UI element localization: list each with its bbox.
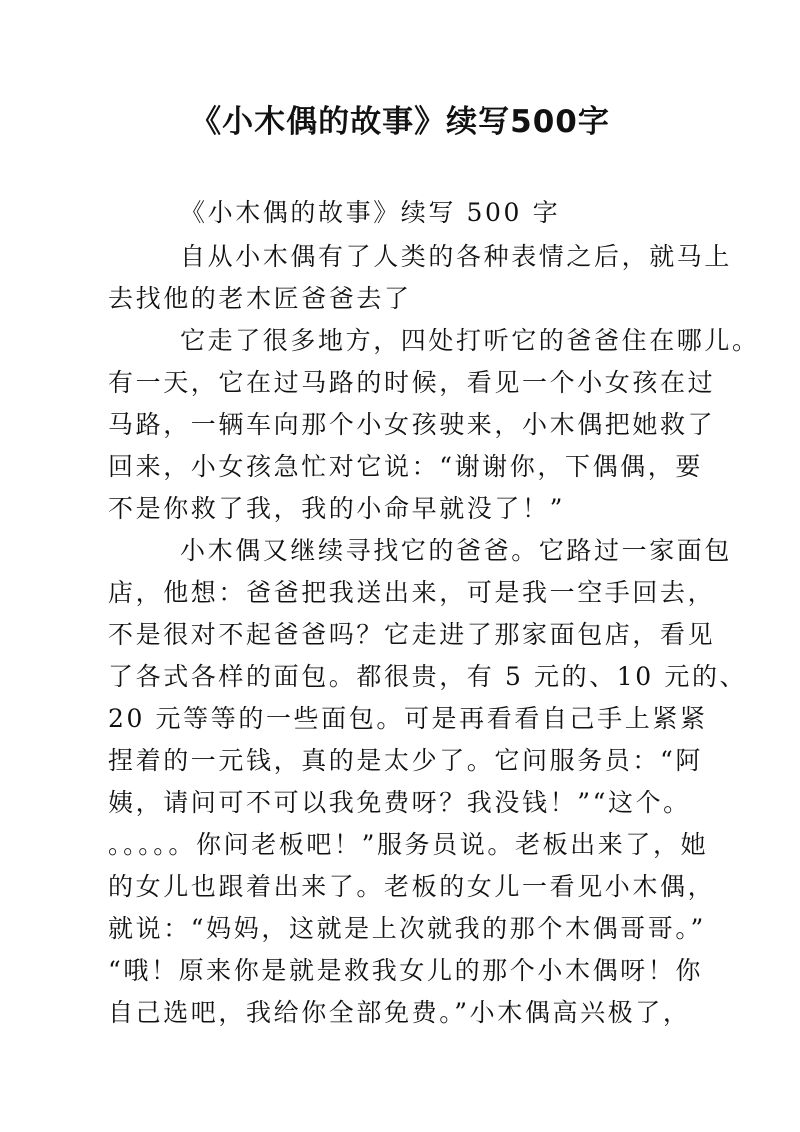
document-subtitle: 《小木偶的故事》续写 500 字: [180, 198, 561, 227]
text-line: 的女儿也跟着出来了。老板的女儿一看见小木偶，: [108, 872, 716, 901]
text-line: 了各式各样的面包。都很贵，有 5 元的、10 元的、: [108, 662, 748, 691]
document-title: 《小木偶的故事》续写500字: [190, 104, 610, 140]
text-line: 20 元等等的一些面包。可是再看看自己手上紧紧: [108, 704, 708, 733]
text-line: 。。。。。你问老板吧！”服务员说。老板出来了，她: [108, 830, 709, 859]
text-line: 捏着的一元钱，真的是太少了。它问服务员：“阿: [108, 746, 703, 775]
text-line: 马路，一辆车向那个小女孩驶来，小木偶把她救了: [108, 410, 716, 439]
text-line: 它走了很多地方，四处打听它的爸爸住在哪儿。: [180, 326, 760, 355]
text-line: 小木偶又继续寻找它的爸爸。它路过一家面包: [180, 536, 733, 565]
text-line: 自己选吧，我给你全部免费。”小木偶高兴极了，: [108, 998, 691, 1027]
text-line: 就说：“妈妈，这就是上次就我的那个木偶哥哥。”: [108, 914, 706, 943]
text-line: 自从小木偶有了人类的各种表情之后，就马上: [180, 242, 733, 271]
text-line: 回来，小女孩急忙对它说：“谢谢你，下偶偶，要: [108, 452, 703, 481]
text-line: 店，他想：爸爸把我送出来，可是我一空手回去，: [108, 578, 716, 607]
text-line: 不是很对不起爸爸吗？它走进了那家面包店，看见: [108, 620, 716, 649]
text-line: 不是你救了我，我的小命早就没了！”: [108, 494, 565, 523]
text-line: 有一天，它在过马路的时候，看见一个小女孩在过: [108, 368, 716, 397]
text-line: “哦！原来你是就是救我女儿的那个小木偶呀！你: [108, 956, 703, 985]
text-line: 姨，请问可不可以我免费呀？我没钱！”“这个。: [108, 788, 691, 817]
text-line: 去找他的老木匠爸爸去了: [108, 284, 412, 313]
